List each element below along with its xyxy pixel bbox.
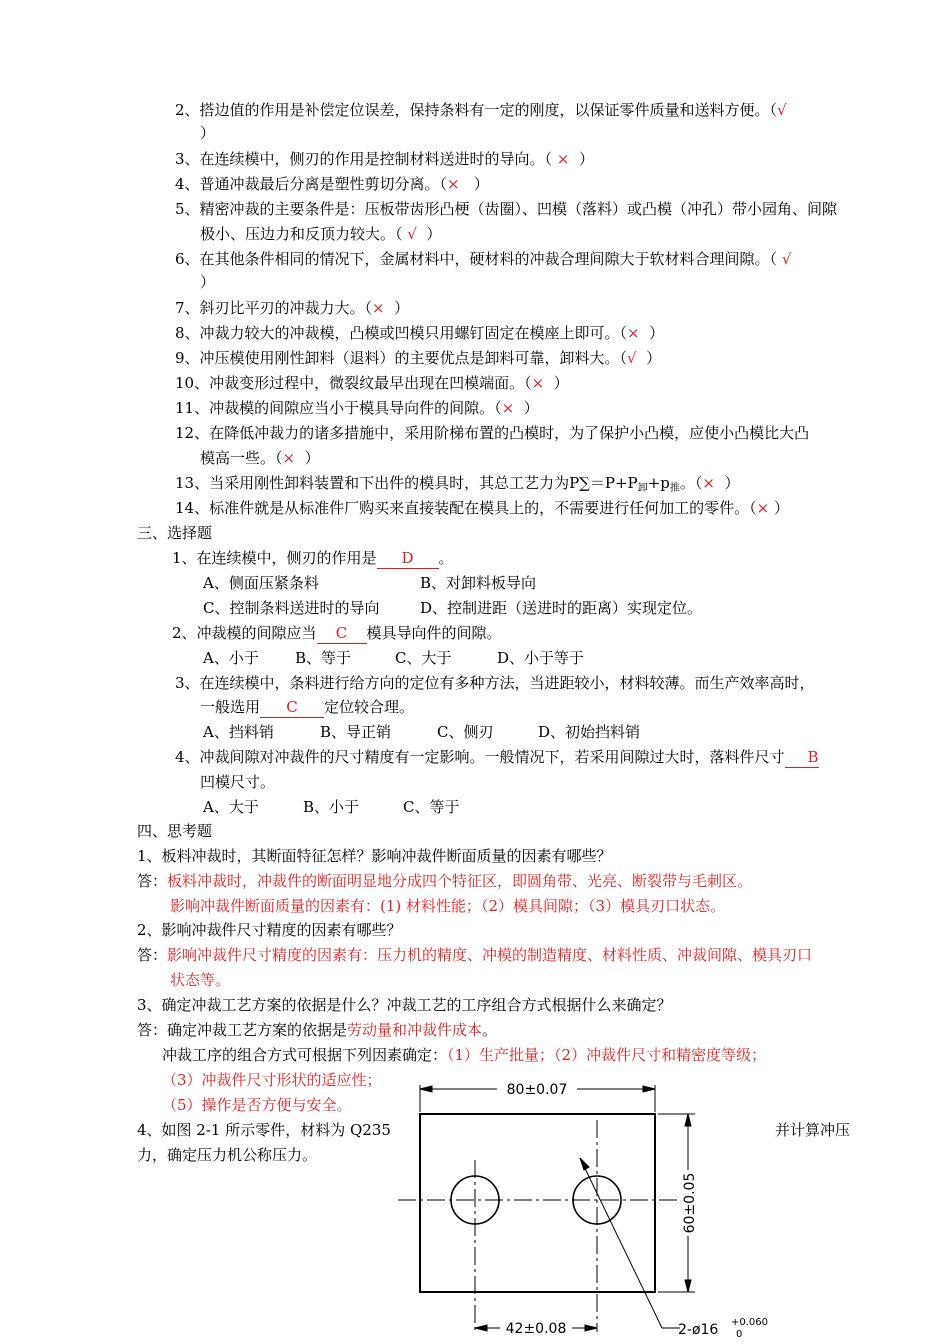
section-heading-choice: 三、选择题 (137, 524, 213, 542)
check-mark: √ (781, 250, 792, 268)
check-mark: √ (627, 349, 637, 367)
mc-question-4: 4、冲裁间隙对冲裁件的尺寸精度有一定影响。一般情况下，若采用间隙过大时，落料件尺寸 B (175, 748, 819, 766)
mc-question-1: 1、在连续模中，侧刃的作用是 D 。 (172, 549, 454, 567)
tf-line-14: 14、标准件就是从标准件厂购买来直接装配在模具上的，不需要进行任何加工的零件。（× ） (175, 499, 789, 517)
dim-height-label: 60±0.05 (682, 1172, 698, 1234)
tf-line-13: 13、当采用刚性卸料装置和下出件的模具时，其总工艺力为$P\sum=P+P_卸+p_推$。（× ） (175, 474, 740, 494)
answer-blank: B (785, 747, 819, 768)
mc-option: B、等于 (295, 649, 352, 667)
think-answer-3: 答：确定冲裁工艺方案的依据是劳动量和冲裁件成本。 (137, 1021, 498, 1039)
mc-option: C、等于 (403, 798, 460, 816)
cross-mark: × (627, 324, 640, 342)
dim-hole-tol-upper: +0.060 (731, 1317, 769, 1328)
think-question-4: 4、如图 2-1 所示零件，材料为 Q235 (137, 1121, 391, 1139)
think-answer-1-cont: 影响冲裁件断面质量的因素有：(1) 材料性能；（2）模具间隙；（3）模具刃口状态。 (170, 897, 726, 915)
dim-width-label: 80±0.07 (506, 1082, 568, 1098)
tf-line-10: 10、冲裁变形过程中，微裂纹最早出现在凹模端面。（× ） (175, 374, 569, 392)
check-mark: √ (407, 225, 417, 243)
mc-option: A、大于 (203, 798, 259, 816)
answer-blank: C (317, 623, 367, 644)
tf-line-6: 6、在其他条件相同的情况下，金属材料中，硬材料的冲裁合理间隙大于软材料合理间隙。（ √ (175, 250, 792, 268)
tf-line-5: 5、精密冲裁的主要条件是：压板带齿形凸梗（齿圈）、凹模（落料）或凸模（冲孔）带小园角、间隙 (175, 200, 838, 218)
cross-mark: × (756, 499, 770, 517)
tf-line-8: 8、冲裁力较大的冲裁模，凸模或凹模只用螺钉固定在模座上即可。（× ） (175, 324, 665, 342)
cross-mark: × (282, 449, 296, 467)
tf-line-4: 4、普通冲裁最后分离是塑性剪切分离。（× ） (175, 175, 489, 193)
think-answer-2-cont: 状态等。 (170, 971, 231, 989)
mc-question-3: 3、在连续模中，条料进行给方向的定位有多种方法，当进距较小，材料较薄。而生产效率高时， (175, 674, 815, 692)
cross-mark: × (501, 399, 515, 417)
tf-line-3: 3、在连续模中，侧刃的作用是控制材料送进时的导向。（ × ） (175, 150, 594, 168)
tf-line-12-cont: 模高一些。（× ） (200, 449, 320, 467)
think-answer-1: 答：板料冲裁时，冲裁件的断面明显地分成四个特征区，即圆角带、光亮、断裂带与毛刺区。 (137, 872, 753, 890)
mc-option: C、侧刃 (437, 723, 494, 741)
think-question-3: 3、确定冲裁工艺方案的依据是什么？冲裁工艺的工序组合方式根据什么来确定？ (137, 996, 672, 1014)
think-question-4-right: 并计算冲压 (775, 1121, 851, 1139)
think-answer-2: 答：影响冲裁件尺寸精度的因素有：压力机的精度、冲模的制造精度、材料性质、冲裁间隙、模具刃口 (137, 946, 813, 964)
section-heading-thinking: 四、思考题 (137, 822, 213, 840)
mc-option: C、大于 (395, 649, 452, 667)
mc-question-2: 2、冲裁模的间隙应当 C 模具导向件的间隙。 (172, 624, 502, 642)
cross-mark: × (702, 474, 715, 492)
mc-option: C、控制条料送进时的导向 (203, 599, 380, 617)
tf-line-12: 12、在降低冲裁力的诸多措施中，采用阶梯布置的凸模时，为了保护小凸模，应使小凸模比大凸 (175, 424, 810, 442)
mc-option: D、控制进距（送进时的距离）实现定位。 (420, 599, 703, 617)
dim-pitch-label: 42±0.08 (505, 1321, 567, 1337)
think-answer-3-cont: 冲裁工序的组合方式可根据下列因素确定：（1）生产批量；（2）冲裁件尺寸和精密度等级； (162, 1046, 767, 1064)
tf-line-11: 11、冲裁模的间隙应当小于模具导向件的间隙。（× ） (175, 399, 539, 417)
tf-line-2-cont: ） (200, 124, 216, 142)
tf-line-6-cont: ） (200, 273, 216, 291)
tf-line-9: 9、冲压模使用刚性卸料（退料）的主要优点是卸料可靠，卸料大。（√ ） (175, 349, 662, 367)
cross-mark: × (556, 150, 570, 168)
think-question-2: 2、影响冲裁件尺寸精度的因素有哪些？ (137, 921, 402, 939)
mc-option: A、挡料销 (203, 723, 274, 741)
dim-hole-label: 2-ø16 (678, 1322, 719, 1338)
tf-line-5-cont: 极小、压边力和反顶力较大。（ √ ） (200, 225, 442, 243)
mc-option: B、导正销 (320, 723, 392, 741)
tf-line-7: 7、斜刃比平刃的冲裁力大。（× ） (175, 299, 410, 317)
answer-blank: C (260, 697, 324, 718)
mc-option: D、小于等于 (497, 649, 585, 667)
mc-option: A、小于 (203, 649, 259, 667)
cross-mark: × (447, 175, 460, 193)
think-answer-3-item: （3）冲裁件尺寸形状的适应性； (162, 1071, 382, 1089)
mc-question-4-cont: 凹模尺寸。 (200, 773, 276, 791)
think-question-4-cont: 力，确定压力机公称压力。 (137, 1146, 318, 1164)
answer-blank: D (377, 548, 439, 569)
think-question-1: 1、板料冲裁时，其断面特征怎样？影响冲裁件断面质量的因素有哪些？ (137, 847, 612, 865)
cross-mark: × (372, 299, 385, 317)
mc-option: B、小于 (303, 798, 360, 816)
cross-mark: × (531, 374, 545, 392)
think-answer-3-item: （5）操作是否方便与安全。 (162, 1096, 352, 1114)
mc-option: A、侧面压紧条料 (203, 574, 319, 592)
mc-option: D、初始挡料销 (538, 723, 641, 741)
dim-hole-tol-lower: 0 (736, 1329, 743, 1340)
check-mark: √ (777, 101, 787, 119)
tf-line-2: 2、搭边值的作用是补偿定位误差，保持条料有一定的刚度，以保证零件质量和送料方便。（√ (175, 101, 787, 119)
mc-option: B、对卸料板导向 (420, 574, 537, 592)
mc-question-3-cont: 一般选用 C 定位较合理。 (200, 698, 415, 716)
